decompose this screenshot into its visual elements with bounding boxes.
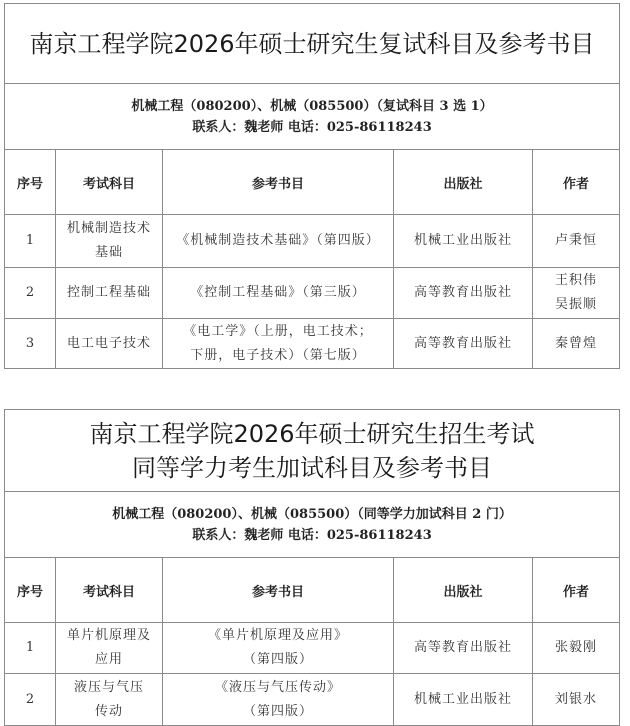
- col-header-book: 参考书目: [163, 558, 394, 623]
- row-publisher: 高等教育出版社: [394, 319, 533, 369]
- row-author: 卢秉恒: [533, 215, 620, 268]
- header-row: [5, 558, 620, 623]
- row-publisher: 机械工业出版社: [394, 215, 533, 268]
- col-header-book: 参考书目: [163, 150, 394, 215]
- table-row: [5, 215, 620, 268]
- row-subject: 机械制造技术 基础: [56, 215, 163, 268]
- row-author: 张毅刚: [533, 623, 620, 674]
- col-header-author: 作者: [533, 150, 620, 215]
- row-book: 《电工学》（上册，电工技术； 下册，电子技术）（第七版）: [163, 319, 394, 369]
- table-row: [5, 674, 620, 726]
- row-publisher: 机械工业出版社: [394, 674, 533, 726]
- row-no: 1: [5, 215, 56, 268]
- table-row: [5, 319, 620, 369]
- row-subject: 控制工程基础: [56, 268, 163, 319]
- table-subtitle: [5, 492, 620, 558]
- col-header-publisher: 出版社: [394, 558, 533, 623]
- col-header-no: 序号: [5, 150, 56, 215]
- col-header-subject: 考试科目: [56, 150, 163, 215]
- row-author: 秦曾煌: [533, 319, 620, 369]
- row-author: 刘银水: [533, 674, 620, 726]
- row-publisher: 高等教育出版社: [394, 623, 533, 674]
- contact-info: 联系人：魏老师 电话：025-86118243: [192, 119, 432, 135]
- row-publisher: 高等教育出版社: [394, 268, 533, 319]
- row-author: 王积伟 吴振顺: [533, 268, 620, 319]
- col-header-no: 序号: [5, 558, 56, 623]
- table-title: 南京工程学院2026年硕士研究生招生考试 同等学力考生加试科目及参考书目: [5, 410, 620, 492]
- col-header-subject: 考试科目: [56, 558, 163, 623]
- col-header-author: 作者: [533, 558, 620, 623]
- row-book: 《单片机原理及应用》 （第四版）: [163, 623, 394, 674]
- row-book: 《控制工程基础》（第三版）: [163, 268, 394, 319]
- row-subject: 液压与气压 传动: [56, 674, 163, 726]
- row-no: 3: [5, 319, 56, 369]
- program-info: 机械工程（080200）、机械（085500）（同等学力加试科目 2 门）: [112, 506, 512, 522]
- table-row: [5, 623, 620, 674]
- contact-info: 联系人：魏老师 电话：025-86118243: [192, 527, 432, 543]
- row-book: 《液压与气压传动》 （第四版）: [163, 674, 394, 726]
- row-book: 《机械制造技术基础》（第四版）: [163, 215, 394, 268]
- row-subject: 单片机原理及 应用: [56, 623, 163, 674]
- equivalent-subjects-table: [4, 409, 620, 726]
- table-subtitle: [5, 84, 620, 150]
- row-no: 2: [5, 268, 56, 319]
- program-info: 机械工程（080200）、机械（085500）（复试科目 3 选 1）: [131, 98, 493, 114]
- header-row: [5, 150, 620, 215]
- row-no: 2: [5, 674, 56, 726]
- table-row: [5, 268, 620, 319]
- col-header-publisher: 出版社: [394, 150, 533, 215]
- row-no: 1: [5, 623, 56, 674]
- row-subject: 电工电子技术: [56, 319, 163, 369]
- table-title: 南京工程学院2026年硕士研究生复试科目及参考书目: [5, 4, 620, 84]
- retest-subjects-table: [4, 3, 620, 369]
